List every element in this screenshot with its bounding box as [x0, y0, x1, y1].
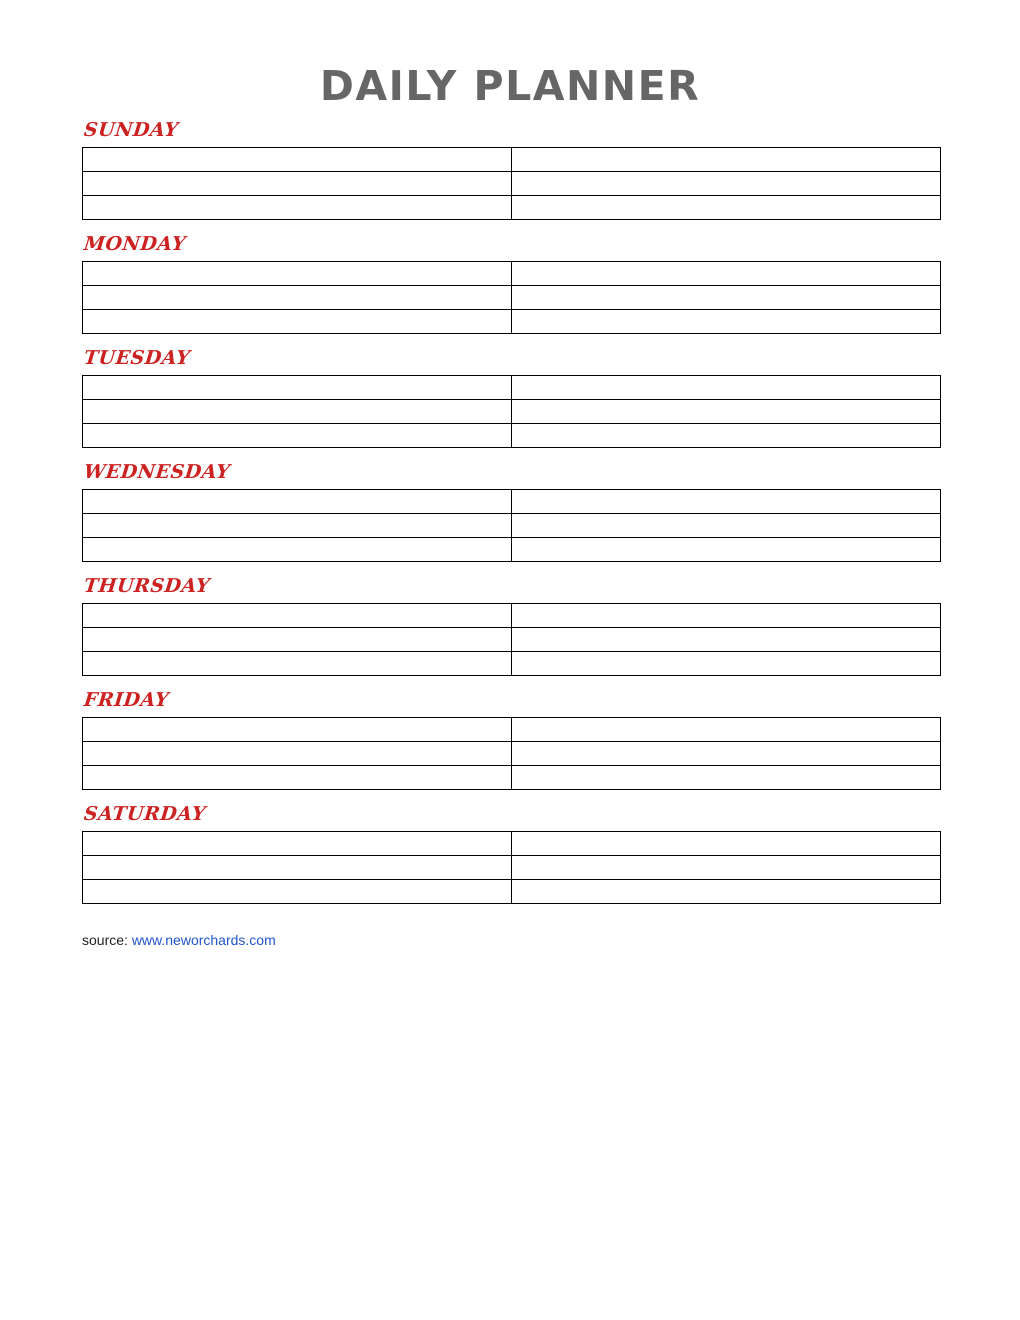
entry-cell[interactable] — [512, 514, 941, 538]
day-table-monday — [82, 261, 941, 334]
table-row — [83, 766, 941, 790]
day-label-friday: FRIDAY — [82, 689, 171, 711]
source-prefix: source: — [82, 932, 132, 948]
entry-cell[interactable] — [83, 286, 512, 310]
table-row — [83, 832, 941, 856]
day-table-wednesday — [82, 489, 941, 562]
entry-cell[interactable] — [512, 172, 941, 196]
entry-cell[interactable] — [512, 766, 941, 790]
planner-content — [0, 119, 1020, 948]
entry-cell[interactable] — [512, 148, 941, 172]
entry-cell[interactable] — [83, 310, 512, 334]
day-block-tuesday — [82, 347, 940, 448]
entry-cell[interactable] — [512, 286, 941, 310]
entry-cell[interactable] — [83, 880, 512, 904]
table-row — [83, 310, 941, 334]
table-row — [83, 604, 941, 628]
source-link[interactable]: www.neworchards.com — [131, 932, 276, 948]
day-block-sunday — [82, 119, 940, 220]
table-row — [83, 262, 941, 286]
day-table-saturday — [82, 831, 941, 904]
day-table-tuesday — [82, 375, 941, 448]
source-line — [82, 932, 940, 948]
page-title: DAILY PLANNER — [319, 62, 701, 110]
table-row — [83, 148, 941, 172]
table-row — [83, 652, 941, 676]
entry-cell[interactable] — [512, 490, 941, 514]
entry-cell[interactable] — [83, 424, 512, 448]
entry-cell[interactable] — [83, 604, 512, 628]
entry-cell[interactable] — [512, 196, 941, 220]
entry-cell[interactable] — [512, 376, 941, 400]
day-block-wednesday — [82, 461, 940, 562]
entry-cell[interactable] — [83, 376, 512, 400]
day-block-monday — [82, 233, 940, 334]
table-row — [83, 628, 941, 652]
table-row — [83, 718, 941, 742]
table-row — [83, 538, 941, 562]
entry-cell[interactable] — [512, 742, 941, 766]
entry-cell[interactable] — [512, 538, 941, 562]
day-table-sunday — [82, 147, 941, 220]
table-row — [83, 286, 941, 310]
day-table-friday — [82, 717, 941, 790]
entry-cell[interactable] — [83, 148, 512, 172]
entry-cell[interactable] — [512, 310, 941, 334]
table-row — [83, 742, 941, 766]
entry-cell[interactable] — [512, 400, 941, 424]
entry-cell[interactable] — [83, 490, 512, 514]
entry-cell[interactable] — [83, 538, 512, 562]
entry-cell[interactable] — [512, 604, 941, 628]
entry-cell[interactable] — [512, 652, 941, 676]
entry-cell[interactable] — [83, 628, 512, 652]
entry-cell[interactable] — [83, 718, 512, 742]
entry-cell[interactable] — [512, 262, 941, 286]
entry-cell[interactable] — [512, 832, 941, 856]
day-table-thursday — [82, 603, 941, 676]
entry-cell[interactable] — [512, 718, 941, 742]
day-block-thursday — [82, 575, 940, 676]
entry-cell[interactable] — [83, 766, 512, 790]
entry-cell[interactable] — [512, 424, 941, 448]
entry-cell[interactable] — [512, 628, 941, 652]
day-block-saturday — [82, 803, 940, 904]
day-label-saturday: SATURDAY — [82, 803, 207, 825]
day-block-friday — [82, 689, 940, 790]
table-row — [83, 856, 941, 880]
day-label-thursday: THURSDAY — [82, 575, 212, 597]
entry-cell[interactable] — [83, 172, 512, 196]
entry-cell[interactable] — [83, 832, 512, 856]
entry-cell[interactable] — [83, 262, 512, 286]
entry-cell[interactable] — [512, 880, 941, 904]
day-label-wednesday: WEDNESDAY — [82, 461, 232, 483]
entry-cell[interactable] — [83, 196, 512, 220]
day-label-tuesday: TUESDAY — [82, 347, 192, 369]
table-row — [83, 490, 941, 514]
table-row — [83, 400, 941, 424]
table-row — [83, 424, 941, 448]
table-row — [83, 196, 941, 220]
entry-cell[interactable] — [83, 652, 512, 676]
table-row — [83, 514, 941, 538]
table-row — [83, 172, 941, 196]
table-row — [83, 880, 941, 904]
entry-cell[interactable] — [512, 856, 941, 880]
table-row — [83, 376, 941, 400]
entry-cell[interactable] — [83, 400, 512, 424]
day-label-sunday: SUNDAY — [82, 119, 180, 141]
day-label-monday: MONDAY — [82, 233, 187, 255]
entry-cell[interactable] — [83, 514, 512, 538]
entry-cell[interactable] — [83, 742, 512, 766]
entry-cell[interactable] — [83, 856, 512, 880]
